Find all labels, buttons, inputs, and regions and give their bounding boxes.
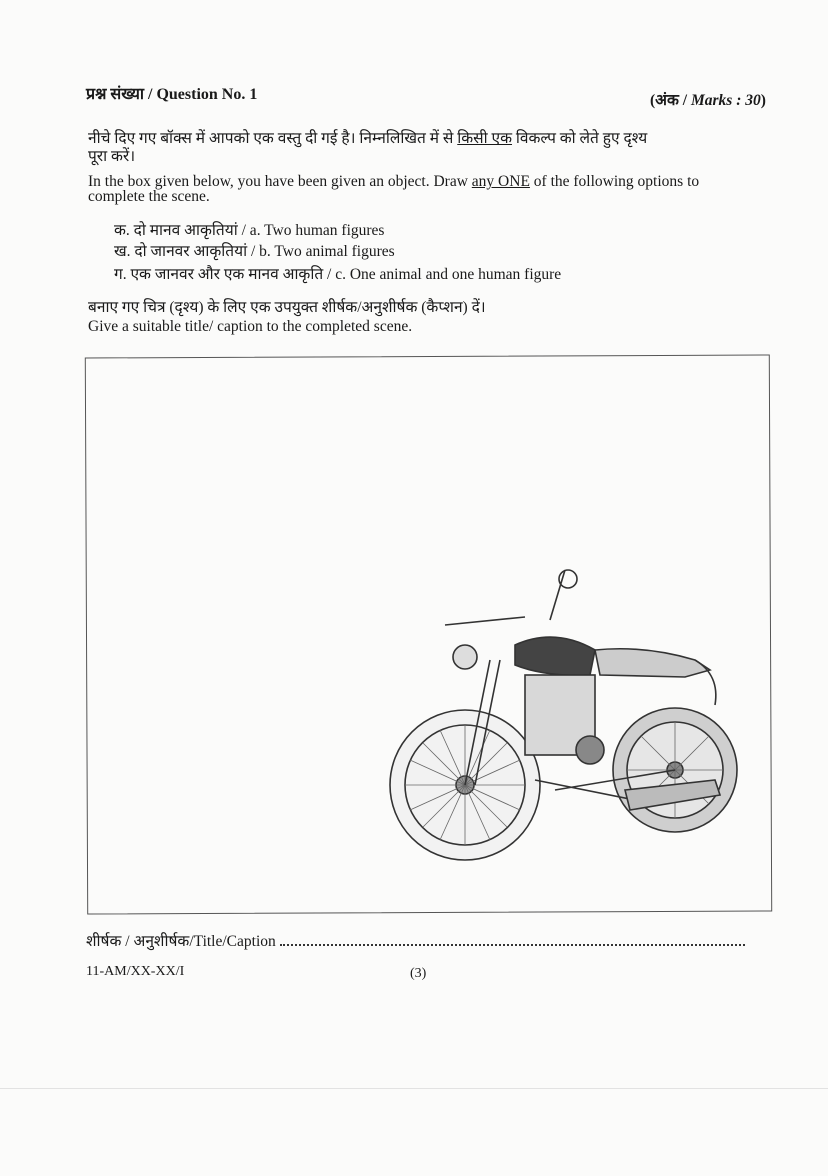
text: of the following options to [529,173,700,190]
fuel-tank [515,637,595,675]
emphasis: किसी एक [457,130,513,147]
paper-code: 11-AM/XX-XX/I [86,964,185,979]
scan-artifact-line [0,1088,828,1089]
caption-instruction-english: Give a suitable title/ caption to the completed scene. [88,318,413,335]
option-a: क. दो मानव आकृतियां / a. Two human figures [114,222,385,239]
marks-hi: (अंक / [650,92,691,109]
question-number: प्रश्न संख्या / Question No. 1 [86,86,258,103]
motorcycle-sketch [385,565,745,905]
option-b: ख. दो जानवर आकृतियां / b. Two animal figures [114,243,395,260]
caption-dotted-line[interactable] [280,934,745,946]
marks-value: Marks : 30 [690,92,761,109]
handlebar [445,570,565,625]
marks-close: ) [760,92,766,109]
option-c: ग. एक जानवर और एक मानव आकृति / c. One animal and one human figure [114,266,562,283]
caption-label: शीर्षक / अनुशीर्षक/Title/Caption [86,933,276,950]
headlight [453,645,477,669]
instruction-hindi-line2: पूरा करें। [88,148,136,165]
caption-instruction-hindi: बनाए गए चित्र (दृश्य) के लिए एक उपयुक्त शीर्षक/अनुशीर्षक (कैप्शन) दें। [88,299,486,316]
emphasis: any ONE [471,173,530,190]
engine-cover [576,736,604,764]
text: विकल्प को लेते हुए दृश्य [512,130,648,147]
marks-label [650,92,766,110]
seat [595,649,710,677]
text: In the box given below, you have been given an object. Draw [88,173,472,190]
instruction-hindi-line1 [88,130,647,148]
instruction-english-line2: complete the scene. [88,188,210,205]
page-number: (3) [410,966,427,981]
caption-field[interactable] [86,933,745,951]
text: नीचे दिए गए बॉक्स में आपको एक वस्तु दी गई है। निम्नलिखित में से [88,130,458,147]
